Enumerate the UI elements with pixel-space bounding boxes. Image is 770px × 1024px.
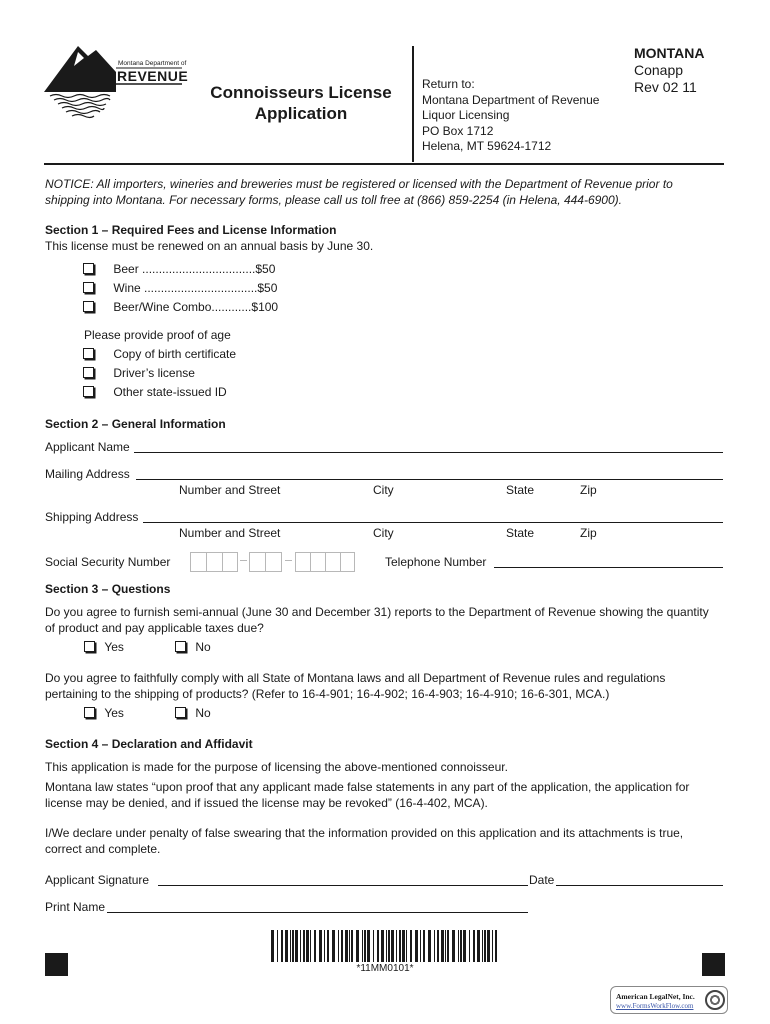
ssn-dash-1 [240, 560, 247, 561]
barcode-bar [373, 930, 374, 962]
logo-revenue-text: REVENUE [117, 68, 189, 84]
drivers-license-label: Driver’s license [113, 366, 195, 380]
combo-label: Beer/Wine Combo............$100 [113, 300, 279, 314]
mailing-address-field[interactable] [136, 479, 723, 480]
registration-mark-left [45, 953, 68, 976]
return-dept: Montana Department of Revenue [422, 92, 600, 107]
shipping-sub-city: City [373, 526, 394, 540]
notice-text [45, 177, 673, 208]
question-1-yes-label: Yes [104, 640, 124, 654]
wine-label: Wine ..................................$50 [113, 281, 278, 295]
form-title-line2: Application [254, 104, 348, 123]
barcode-bar [420, 930, 421, 962]
state-id-checkbox[interactable] [83, 386, 94, 397]
barcode-bar [495, 930, 497, 962]
barcode-bar [324, 930, 325, 962]
barcode-bar [399, 930, 401, 962]
birth-certificate-label: Copy of birth certificate [113, 347, 237, 361]
barcode-bar [415, 930, 418, 962]
penalty-line-2: correct and complete. [45, 841, 161, 856]
barcode-bar [460, 930, 462, 962]
barcode-bar [300, 930, 301, 962]
question-1-no-label: No [195, 640, 211, 654]
beer-checkbox[interactable] [83, 263, 94, 274]
section1-heading: Section 1 – Required Fees and License Information [45, 223, 337, 237]
barcode-bar [406, 930, 407, 962]
fee-option-combo[interactable] [83, 300, 278, 315]
header-vertical-divider [412, 46, 414, 162]
proof-option-state-id[interactable] [83, 385, 227, 400]
barcode-bar [377, 930, 379, 962]
barcode-bar [388, 930, 390, 962]
barcode-bar [292, 930, 294, 962]
telephone-field[interactable] [494, 567, 723, 568]
question-1-no[interactable] [175, 640, 211, 655]
proof-option-birth-certificate[interactable] [83, 347, 236, 362]
barcode-bar [437, 930, 439, 962]
barcode-bar [271, 930, 274, 962]
proof-prompt: Please provide proof of age [84, 328, 231, 342]
mailing-sub-state: State [506, 483, 535, 497]
ssn-field-serial[interactable] [295, 552, 355, 572]
shipping-address-field[interactable] [143, 522, 723, 523]
mailing-sub-city: City [373, 483, 394, 497]
return-to-label: Return to: [422, 77, 475, 91]
barcode-bar [487, 930, 490, 962]
beer-label: Beer ..................................$50 [113, 262, 276, 276]
barcode-bar [303, 930, 305, 962]
barcode-bar [341, 930, 343, 962]
ssn-label: Social Security Number [45, 555, 171, 569]
section4-heading: Section 4 – Declaration and Affidavit [45, 737, 253, 751]
barcode-bar [410, 930, 412, 962]
return-city: Helena, MT 59624-1712 [422, 139, 552, 153]
question-1-yes-checkbox[interactable] [84, 641, 95, 652]
barcode-bar [285, 930, 288, 962]
barcode-bar [469, 930, 470, 962]
barcode-bar [402, 930, 405, 962]
print-name-field[interactable] [107, 912, 528, 913]
barcode-bar [319, 930, 322, 962]
barcode-bar [349, 930, 350, 962]
question-1-no-checkbox[interactable] [175, 641, 186, 652]
ssn-field-group[interactable] [249, 552, 282, 572]
fee-option-beer[interactable] [83, 262, 275, 277]
return-address [422, 77, 599, 155]
question-2-no-checkbox[interactable] [175, 707, 186, 718]
applicant-name-label: Applicant Name [45, 440, 130, 454]
question-1-yes[interactable] [84, 640, 124, 655]
barcode-bar [423, 930, 425, 962]
publisher-url: www.FormsWorkFlow.com [616, 1002, 694, 1010]
question-2-line-2: pertaining to the shipping of products? (Refer to 16-4-901; 16-4-902; 16-4-903; 16-4-910; 16-6-301, MCA.) [45, 686, 610, 701]
question-2-no-label: No [195, 706, 211, 720]
question-2-yes-checkbox[interactable] [84, 707, 95, 718]
question-1-line-1: Do you agree to furnish semi-annual (June 30 and December 31) reports to the Department of Revenue showing the quantity [45, 605, 709, 619]
montana-law-line-1: Montana law states “upon proof that any applicant made false statements in any part of the application, the application for [45, 780, 690, 794]
question-2-text [45, 671, 665, 702]
return-pobox: PO Box 1712 [422, 123, 494, 138]
publisher-logo-icon [705, 990, 725, 1010]
mailing-sub-zip: Zip [580, 483, 597, 497]
barcode-bar [463, 930, 466, 962]
penalty-line-1: I/We declare under penalty of false swearing that the information provided on this application and its attachments is true, [45, 826, 684, 840]
barcode-bar [477, 930, 480, 962]
department-logo [44, 44, 189, 120]
shipping-sub-state: State [506, 526, 535, 540]
birth-certificate-checkbox[interactable] [83, 348, 94, 359]
question-1-text [45, 605, 709, 636]
barcode-bar [295, 930, 298, 962]
barcode-graphic [269, 930, 501, 962]
barcode-bar [447, 930, 449, 962]
publisher-badge [610, 986, 728, 1014]
barcode [269, 930, 501, 962]
shipping-address-label: Shipping Address [45, 510, 139, 524]
ssn-dash-2 [285, 560, 292, 561]
fee-option-wine[interactable] [83, 281, 277, 296]
barcode-bar [386, 930, 387, 962]
barcode-bar [356, 930, 359, 962]
applicant-name-field[interactable] [134, 452, 723, 453]
header-horizontal-rule [44, 163, 724, 165]
montana-law-statement [45, 780, 689, 811]
barcode-bar [314, 930, 316, 962]
question-2-yes-label: Yes [104, 706, 124, 720]
applicant-signature-field[interactable] [158, 885, 528, 886]
barcode-bar [327, 930, 329, 962]
barcode-bar [391, 930, 394, 962]
barcode-bar [484, 930, 486, 962]
notice-line-1: NOTICE: All importers, wineries and breweries must be registered or licensed with the Department of Revenue prior to [45, 177, 673, 191]
penalty-declaration [45, 826, 683, 857]
barcode-bar [362, 930, 363, 962]
barcode-bar [381, 930, 384, 962]
form-title-line1: Connoisseurs License [210, 83, 392, 102]
question-2-yes[interactable] [84, 706, 124, 721]
registration-mark-right [702, 953, 725, 976]
applicant-signature-label: Applicant Signature [45, 873, 150, 887]
barcode-bar [345, 930, 348, 962]
notice-line-2: shipping into Montana. For necessary forms, please call us toll free at (866) 859-2254 (in Helena, 444-6900). [45, 192, 622, 207]
barcode-bar [306, 930, 309, 962]
barcode-bar [338, 930, 339, 962]
return-division: Liquor Licensing [422, 108, 510, 122]
form-title [196, 82, 406, 124]
combo-checkbox[interactable] [83, 301, 94, 312]
wine-checkbox[interactable] [83, 282, 94, 293]
barcode-bar [290, 930, 291, 962]
barcode-bar [473, 930, 475, 962]
mailing-address-label: Mailing Address [45, 467, 130, 481]
mailing-sub-number-street: Number and Street [179, 483, 281, 497]
form-id-block [634, 45, 705, 96]
barcode-bar [452, 930, 455, 962]
barcode-bar [434, 930, 435, 962]
drivers-license-checkbox[interactable] [83, 367, 94, 378]
barcode-bar [482, 930, 483, 962]
barcode-bar [364, 930, 366, 962]
barcode-bar [458, 930, 459, 962]
print-name-label: Print Name [45, 900, 106, 914]
question-2-no[interactable] [175, 706, 211, 721]
ssn-field-area[interactable] [190, 552, 238, 572]
barcode-bar [492, 930, 493, 962]
renewal-note: This license must be renewed on an annual basis by June 30. [45, 239, 374, 253]
barcode-bar [445, 930, 446, 962]
date-label: Date [529, 873, 555, 887]
section3-heading: Section 3 – Questions [45, 582, 171, 596]
date-field[interactable] [556, 885, 723, 886]
question-1-line-2: of product and pay applicable taxes due? [45, 620, 264, 635]
shipping-sub-zip: Zip [580, 526, 597, 540]
barcode-bar [428, 930, 431, 962]
telephone-label: Telephone Number [385, 555, 487, 569]
barcode-bar [281, 930, 283, 962]
barcode-bar [310, 930, 311, 962]
section2-heading: Section 2 – General Information [45, 417, 226, 431]
barcode-bar [441, 930, 444, 962]
barcode-text: *11MM0101* [356, 963, 414, 974]
declaration-purpose: This application is made for the purpose of licensing the above-mentioned connoisseur. [45, 760, 508, 774]
logo-dept-text: Montana Department of [118, 60, 187, 67]
state-label: MONTANA [634, 45, 705, 61]
barcode-bar [277, 930, 278, 962]
shipping-sub-number-street: Number and Street [179, 526, 281, 540]
montana-law-line-2: license may be denied, and if issued the license may be revoked” (16-4-402, MCA). [45, 795, 488, 810]
barcode-bar [351, 930, 353, 962]
form-code: Conapp [634, 62, 684, 78]
barcode-bar [367, 930, 370, 962]
state-id-label: Other state-issued ID [113, 385, 227, 399]
form-revision: Rev 02 11 [634, 79, 697, 95]
question-2-line-1: Do you agree to faithfully comply with all State of Montana laws and all Department of Revenue rules and regulations [45, 671, 666, 685]
barcode-bar [396, 930, 397, 962]
proof-option-drivers-license[interactable] [83, 366, 195, 381]
publisher-name: American LegalNet, Inc. [616, 992, 695, 1001]
barcode-bar [332, 930, 335, 962]
